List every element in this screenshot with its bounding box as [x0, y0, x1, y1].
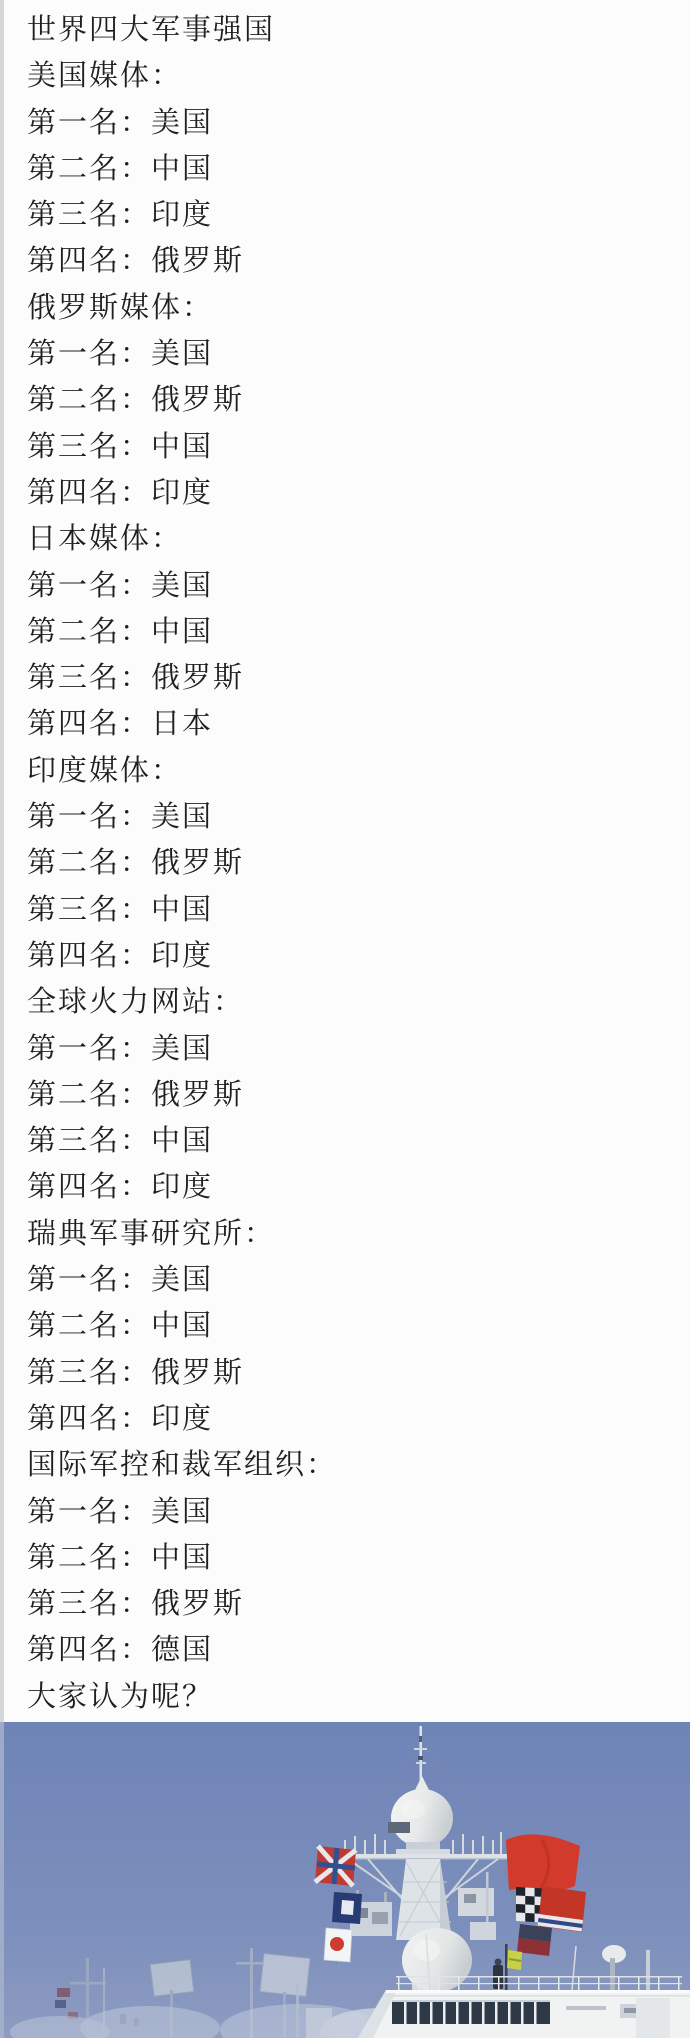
- ranking-line: 第三名：中国: [27, 1125, 214, 1158]
- ranking-line: 第三名：俄罗斯: [27, 662, 245, 695]
- ranking-line: 第四名：印度: [27, 1402, 214, 1435]
- ranking-line: 第三名：中国: [27, 893, 214, 926]
- ranking-line: 第一名：美国: [27, 1264, 214, 1297]
- section-source: 日本媒体：: [27, 523, 183, 556]
- ranking-line: 第二名：中国: [27, 152, 214, 185]
- ranking-line: 第二名：俄罗斯: [27, 1078, 245, 1111]
- warship-photo-canvas: [0, 1722, 690, 2038]
- ranking-line: 第四名：德国: [27, 1634, 214, 1667]
- section-source: 美国媒体：: [27, 60, 183, 93]
- section-source: 印度媒体：: [27, 754, 183, 787]
- yellow-marker-flag: [507, 1950, 522, 1970]
- section-source: 国际军控和裁军组织：: [27, 1449, 338, 1482]
- ranking-line: 第三名：俄罗斯: [27, 1588, 245, 1621]
- radome-dome: [391, 1789, 453, 1847]
- ranking-line: 第二名：中国: [27, 615, 214, 648]
- section-source: 俄罗斯媒体：: [27, 291, 214, 324]
- japan-flag: [324, 1928, 352, 1962]
- blue-square-signal-flag: [332, 1892, 362, 1924]
- ranking-line: 第四名：印度: [27, 939, 214, 972]
- ranking-line: 第二名：俄罗斯: [27, 384, 245, 417]
- ranking-line: 第一名：美国: [27, 569, 214, 602]
- ranking-line: 第四名：日本: [27, 708, 214, 741]
- section-source: 全球火力网站：: [27, 986, 245, 1019]
- ranking-line: 第一名：美国: [27, 106, 214, 139]
- naval-jack-flag: [315, 1846, 356, 1886]
- ranking-line: 第四名：印度: [27, 476, 214, 509]
- ranking-line: 第三名：印度: [27, 199, 214, 232]
- ranking-line: 第二名：中国: [27, 1310, 214, 1343]
- ranking-line: 第一名：美国: [27, 338, 214, 371]
- ranking-line: 第四名：俄罗斯: [27, 245, 245, 278]
- railing: [396, 1976, 682, 1990]
- ranking-line: 第二名：俄罗斯: [27, 847, 245, 880]
- warship-photo: [0, 1722, 690, 2038]
- ranking-line: 第一名：美国: [27, 801, 214, 834]
- closing-question: 大家认为呢？: [27, 1680, 214, 1713]
- lower-radome-dome: [402, 1928, 472, 1992]
- ranking-line: 第四名：印度: [27, 1171, 214, 1204]
- ranking-line: 第二名：中国: [27, 1541, 214, 1574]
- ranking-line: 第三名：俄罗斯: [27, 1356, 245, 1389]
- article-title: 世界四大军事强国: [27, 14, 276, 46]
- ranking-line: 第一名：美国: [27, 1495, 214, 1528]
- china-flag: [506, 1834, 580, 1890]
- ranking-line: 第一名：美国: [27, 1032, 214, 1065]
- left-edge-light: [0, 1722, 4, 2038]
- navy-ensign-flag: [538, 1886, 586, 1932]
- section-source: 瑞典军事研究所：: [27, 1217, 276, 1250]
- russia-flag: [517, 1924, 552, 1956]
- ranking-line: 第三名：中国: [27, 430, 214, 463]
